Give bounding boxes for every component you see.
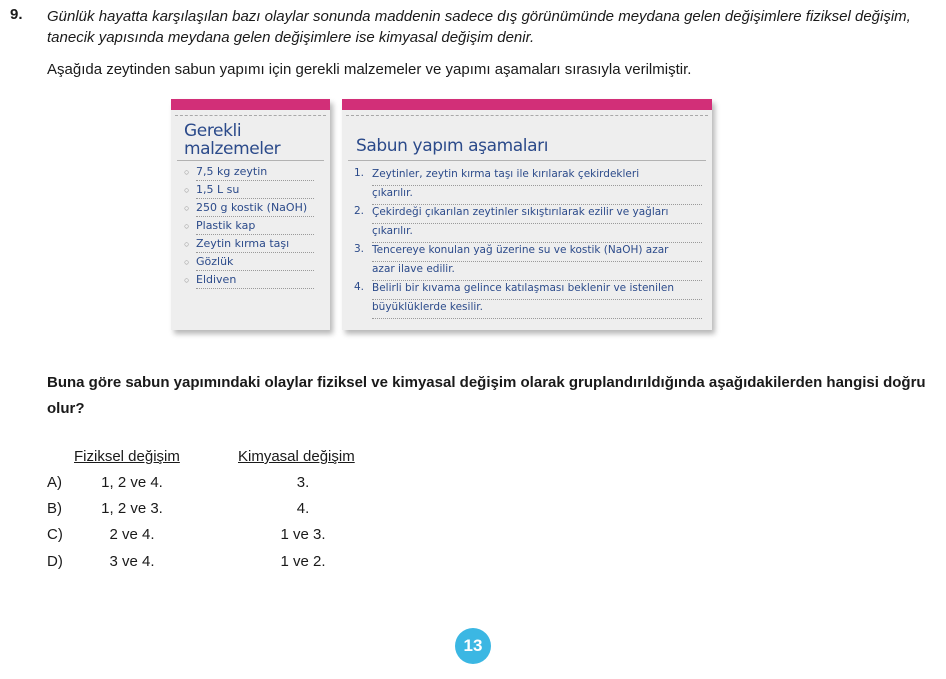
steps-list [354, 167, 702, 319]
option-chemical: 4. [296, 500, 310, 517]
option-letter: C) [47, 526, 63, 543]
material-item [184, 255, 314, 273]
option-letter: B) [47, 500, 62, 517]
physical-header: Fiziksel değişim [74, 448, 180, 465]
step-text-line: çıkarılır. [372, 224, 702, 243]
title-divider [348, 160, 706, 161]
page-number-badge: 13 [455, 628, 491, 664]
material-label: Zeytin kırma taşı [196, 237, 314, 253]
option-letter: D) [47, 553, 63, 570]
materials-card [171, 99, 330, 330]
material-label: Plastik kap [196, 219, 314, 235]
step-text-line: Çekirdeği çıkarılan zeytinler sıkıştırılarak ezilir ve yağları [372, 205, 702, 224]
step-item [354, 205, 702, 243]
material-item [184, 237, 314, 255]
materials-title-line1: Gerekli [184, 121, 242, 141]
card-dashed-line [346, 115, 708, 116]
step-number: 3. [354, 243, 365, 255]
materials-title [184, 122, 324, 158]
step-text [372, 205, 702, 243]
step-text-line: büyüklüklerde kesilir. [372, 300, 702, 319]
circle-bullet-icon: ○ [184, 203, 190, 213]
circle-bullet-icon: ○ [184, 239, 190, 249]
step-text-line: Tencereye konulan yağ üzerine su ve kostik (NaOH) azar [372, 243, 702, 262]
lead-text: Aşağıda zeytinden sabun yapımı için gerekli malzemeler ve yapımı aşamaları sırasıyla verilmiştir. [47, 61, 692, 78]
step-text-line: azar ilave edilir. [372, 262, 702, 281]
option-chemical: 1 ve 2. [280, 553, 326, 570]
title-divider [177, 160, 324, 161]
option-physical: 1, 2 ve 3. [101, 500, 163, 517]
material-label: 7,5 kg zeytin [196, 165, 314, 181]
card-top-band [342, 99, 712, 110]
step-text-line: Belirli bir kıvama gelince katılaşması beklenir ve istenilen [372, 281, 702, 300]
question-text: Buna göre sabun yapımındaki olaylar fiziksel ve kimyasal değişim olarak gruplandırıldığında aşağıdakilerden hangisi doğru olur? [47, 374, 926, 417]
step-number: 2. [354, 205, 365, 217]
option-physical: 3 ve 4. [109, 553, 155, 570]
steps-card [342, 99, 712, 330]
step-text-line: çıkarılır. [372, 186, 702, 205]
step-item [354, 167, 702, 205]
material-item [184, 183, 314, 201]
step-text-line: Zeytinler, zeytin kırma taşı ile kırılarak çekirdekleri [372, 167, 702, 186]
material-item [184, 165, 314, 183]
step-item [354, 281, 702, 319]
option-chemical: 1 ve 3. [280, 526, 326, 543]
material-label: Eldiven [196, 273, 314, 289]
step-item [354, 243, 702, 281]
circle-bullet-icon: ○ [184, 221, 190, 231]
option-letter: A) [47, 474, 62, 491]
material-item [184, 201, 314, 219]
circle-bullet-icon: ○ [184, 167, 190, 177]
step-text [372, 281, 702, 319]
option-physical: 2 ve 4. [109, 526, 155, 543]
option-physical: 1, 2 ve 4. [101, 474, 163, 491]
material-label: 250 g kostik (NaOH) [196, 201, 314, 217]
step-text [372, 243, 702, 281]
material-item [184, 219, 314, 237]
materials-title-line2: malzemeler [184, 139, 281, 159]
card-dashed-line [175, 115, 326, 116]
step-number: 4. [354, 281, 365, 293]
intro-text: Günlük hayatta karşılaşılan bazı olaylar sonunda maddenin sadece dış görünümünde meydana gelen değişimlere fiziksel değişim, tanecik yapısında meydana gelen değişimlere ise kimyasal değişim denir. [47, 8, 911, 46]
circle-bullet-icon: ○ [184, 257, 190, 267]
step-number: 1. [354, 167, 365, 179]
step-text [372, 167, 702, 205]
option-chemical: 3. [296, 474, 310, 491]
question-number: 9. [10, 6, 23, 23]
circle-bullet-icon: ○ [184, 185, 190, 195]
card-top-band [171, 99, 330, 110]
materials-list [184, 165, 314, 291]
material-item [184, 273, 314, 291]
circle-bullet-icon: ○ [184, 275, 190, 285]
chemical-header: Kimyasal değişim [238, 448, 355, 465]
material-label: 1,5 L su [196, 183, 314, 199]
steps-title: Sabun yapım aşamaları [356, 136, 549, 156]
material-label: Gözlük [196, 255, 314, 271]
